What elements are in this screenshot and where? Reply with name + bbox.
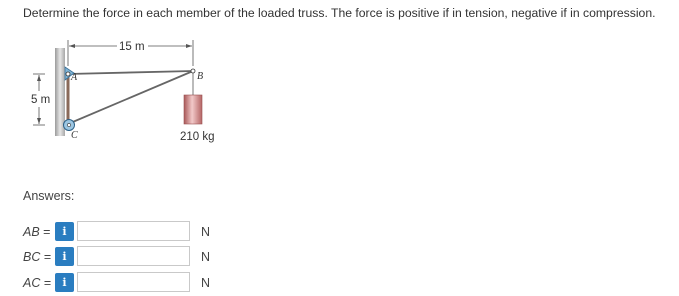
joint-b-pin [191,69,195,73]
joint-b-label: B [197,71,204,82]
joint-a-label: A [71,72,78,83]
member-bc [68,71,193,124]
unit-bc: N [201,250,211,264]
row-label-bc: BC = [23,250,52,264]
span-arrow-left [69,44,75,48]
info-button-bc[interactable] [55,247,74,266]
info-button-ab[interactable] [55,222,74,241]
info-button-ac[interactable] [55,273,74,292]
info-icon: i [62,276,67,289]
unit-ac: N [201,276,211,290]
span-arrow-right [186,44,192,48]
joint-a-pin [66,72,70,76]
answer-input-ac[interactable] [77,272,190,292]
question-text: Determine the force in each member of the loaded truss. The force is positive if in tension, negative if in compression. [23,6,656,20]
span-label: 15 m [119,41,145,53]
row-label-ab: AB = [23,225,51,239]
member-ab [68,71,193,74]
answer-input-bc[interactable] [77,246,190,266]
height-arrow-top [37,75,41,81]
height-arrow-bottom [37,118,41,124]
answers-label: Answers: [23,189,75,203]
hanging-mass [184,95,202,124]
unit-ab: N [201,225,211,239]
load-label: 210 kg [180,131,215,143]
row-label-ac: AC = [23,276,52,290]
info-icon: i [62,250,67,263]
joint-c-pin [67,123,70,126]
info-icon: i [62,225,67,238]
joint-c-label: C [71,130,78,141]
height-label: 5 m [31,94,51,106]
answer-input-ab[interactable] [77,221,190,241]
